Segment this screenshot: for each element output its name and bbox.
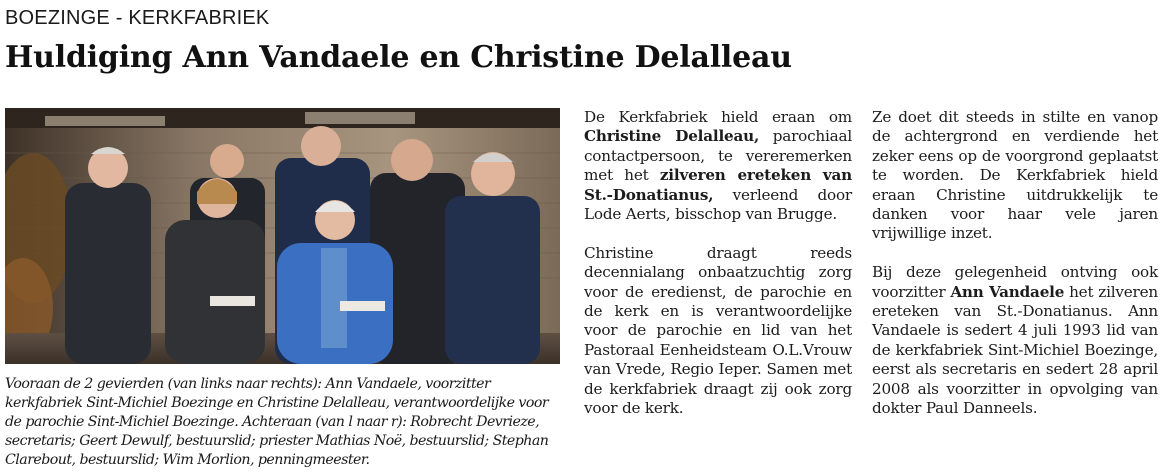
article-headline: Huldiging Ann Vandaele en Christine Delalleau bbox=[5, 40, 792, 75]
article-column-2 bbox=[872, 108, 1158, 418]
section-kicker: BOEZINGE - KERKFABRIEK bbox=[5, 7, 270, 29]
paragraph: De Kerkfabriek hield eraan om Christine Delalleau, parochiaal contactpersoon, te vereremerken met het zilveren ereteken van St.-Donatianus, verleend door Lode Aerts, bisschop van Brugge. bbox=[584, 108, 852, 224]
article-column-1 bbox=[584, 108, 852, 418]
article-photo bbox=[5, 108, 560, 364]
paragraph: Bij deze gelegenheid ontving ook voorzitter Ann Vandaele het zilveren ereteken van St.-Donatianus. Ann Vandaele is sedert 4 juli 1993 lid van de kerkfabriek Sint-Michiel Boezinge, eerst als secretaris en sedert 28 april 2008 als voorzitter in opvolging van dokter Paul Danneels. bbox=[872, 263, 1158, 418]
paragraph: Ze doet dit steeds in stilte en vanop de achtergrond en verdiende het zeker eens op de voorgrond geplaatst te worden. De Kerkfabriek hield eraan Christine uitdrukkelijk te danken voor haar vele jaren vrijwillige inzet. bbox=[872, 108, 1158, 243]
photo-caption: Vooraan de 2 gevierden (van links naar rechts): Ann Vandaele, voorzitter kerkfabriek Sint-Michiel Boezinge en Christine Delalleau, verantwoordelijke voor de parochie Sint-Michiel Boezinge. Achteraan (van l naar r): Robrecht Devrieze, secretaris; Geert Dewulf, bestuurslid; priester Mathias Noë, bestuurslid; Stephan Clarebout, bestuurslid; Wim Morlion, penningmeester. bbox=[5, 376, 549, 468]
paragraph: Christine draagt reeds decennialang onbaatzuchtig zorg voor de eredienst, de parochie en de kerk en is verantwoordelijke voor de parochie en lid van het Pastoraal Eenheidsteam O.L.Vrouw van Vrede, Regio Ieper. Samen met de kerkfabriek draagt zij ook zorg voor de kerk. bbox=[584, 243, 852, 418]
